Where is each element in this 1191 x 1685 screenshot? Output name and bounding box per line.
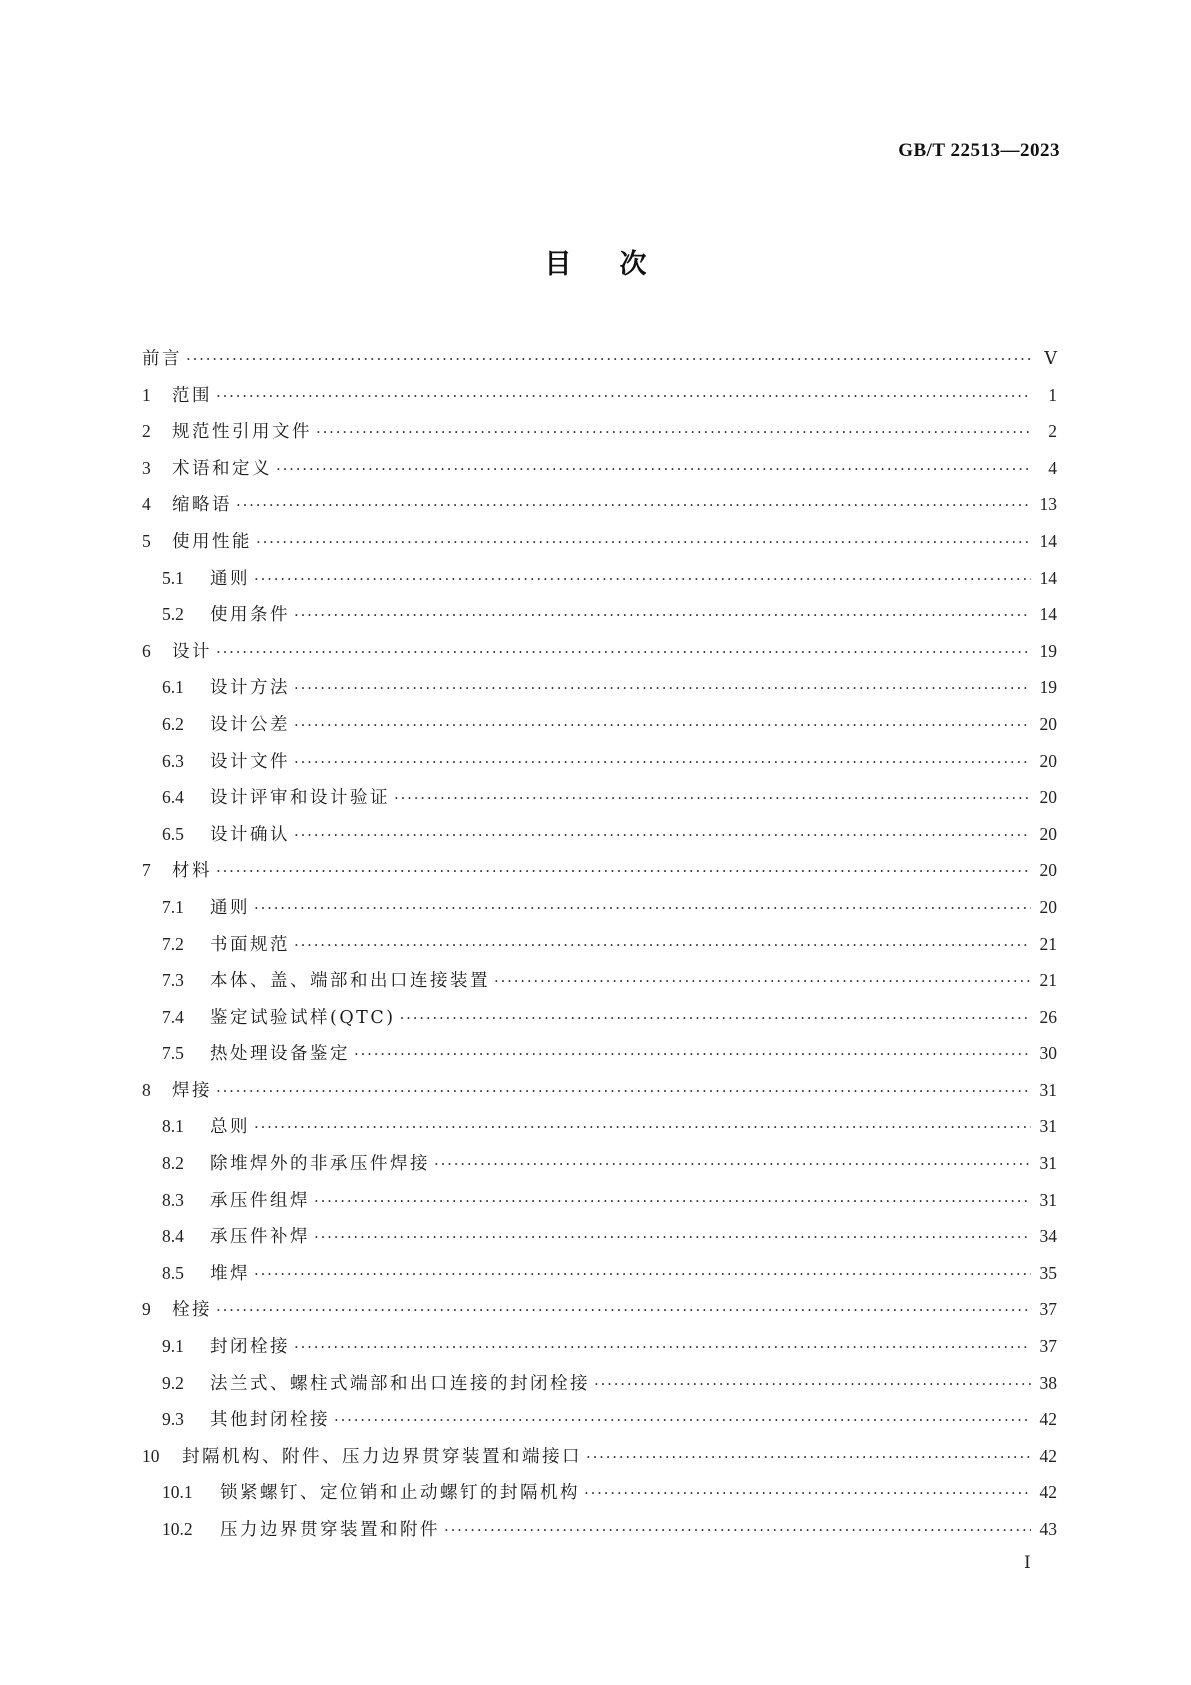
toc-entry[interactable] — [142, 523, 1057, 560]
toc-dot-leader — [314, 1183, 1031, 1220]
toc-entry-label: 锁紧螺钉、定位销和止动螺钉的封隔机构 — [220, 1483, 580, 1504]
toc-entry-number: 6.4 — [162, 787, 184, 808]
toc-dot-leader — [294, 597, 1031, 634]
toc-entry-page: 20 — [1039, 713, 1057, 734]
toc-entry-number: 6.2 — [162, 713, 184, 734]
toc-dot-leader — [216, 853, 1031, 890]
toc-entry-page: 43 — [1039, 1519, 1057, 1539]
toc-entry[interactable] — [142, 1035, 1057, 1072]
table-of-contents — [142, 340, 1057, 1548]
toc-entry[interactable] — [142, 1365, 1057, 1402]
toc-entry-number: 7.2 — [162, 933, 184, 954]
toc-dot-leader — [494, 963, 1031, 1000]
toc-dot-leader — [236, 487, 1031, 524]
toc-entry-page: 20 — [1039, 787, 1057, 808]
document-code: GB/T 22513—2023 — [898, 140, 1060, 161]
toc-entry-page: 20 — [1039, 823, 1057, 844]
toc-entry[interactable] — [142, 962, 1057, 999]
toc-entry-page: Ⅴ — [1044, 348, 1057, 368]
toc-entry[interactable] — [142, 1401, 1057, 1438]
toc-entry-page: 31 — [1039, 1116, 1057, 1137]
toc-entry-page: 1 — [1048, 384, 1057, 405]
toc-entry-label: 书面规范 — [210, 934, 290, 955]
toc-entry-label: 设计确认 — [210, 824, 290, 845]
toc-dot-leader — [294, 817, 1031, 854]
toc-dot-leader — [586, 1439, 1031, 1476]
toc-entry-label: 热处理设备鉴定 — [210, 1044, 350, 1065]
toc-entry-page: 21 — [1039, 933, 1057, 954]
toc-entry-number: 4 — [142, 494, 151, 515]
toc-entry-page: 20 — [1039, 896, 1057, 917]
toc-entry-label: 前言 — [142, 349, 182, 369]
toc-entry-label: 栓接 — [172, 1300, 212, 1321]
toc-entry-number: 8.5 — [162, 1262, 184, 1283]
toc-entry-page: 31 — [1039, 1079, 1057, 1100]
toc-entry-page: 2 — [1048, 421, 1057, 442]
toc-entry-page: 37 — [1039, 1336, 1057, 1357]
toc-entry[interactable] — [142, 1255, 1057, 1292]
toc-dot-leader — [314, 1219, 1031, 1256]
toc-dot-leader — [294, 670, 1031, 707]
toc-entry[interactable] — [142, 1438, 1057, 1475]
toc-entry-label: 设计 — [172, 641, 212, 662]
toc-entry-page: 26 — [1039, 1006, 1057, 1027]
toc-entry-label: 通则 — [210, 568, 250, 589]
toc-entry-label: 设计方法 — [210, 678, 290, 699]
toc-entry-page: 14 — [1039, 530, 1057, 551]
toc-entry-number: 3 — [142, 457, 151, 478]
toc-entry[interactable] — [142, 743, 1057, 780]
toc-entry-label: 鉴定试验试样(QTC) — [210, 1007, 396, 1028]
toc-entry-label: 承压件组焊 — [210, 1190, 310, 1211]
toc-entry-label: 缩略语 — [172, 495, 232, 516]
toc-dot-leader — [254, 1256, 1031, 1293]
toc-dot-leader — [216, 1073, 1031, 1110]
toc-dot-leader — [276, 451, 1031, 488]
toc-entry-page: 21 — [1039, 970, 1057, 991]
toc-dot-leader — [594, 1366, 1031, 1403]
toc-entry[interactable] — [142, 450, 1057, 487]
toc-entry-number: 7.5 — [162, 1043, 184, 1064]
toc-entry-number: 6.5 — [162, 823, 184, 844]
toc-entry-label: 封闭栓接 — [210, 1337, 290, 1358]
toc-dot-leader — [584, 1475, 1031, 1512]
page-number: Ⅰ — [1024, 1553, 1031, 1572]
toc-entry-label: 压力边界贯穿装置和附件 — [220, 1520, 440, 1540]
toc-entry-label: 其他封闭栓接 — [210, 1410, 330, 1431]
toc-dot-leader — [434, 1146, 1031, 1183]
page-title: 目次 — [544, 249, 695, 280]
toc-entry-number: 10 — [142, 1445, 160, 1466]
toc-entry-label: 承压件补焊 — [210, 1227, 310, 1248]
toc-entry[interactable] — [142, 816, 1057, 853]
toc-entry[interactable] — [142, 1108, 1057, 1145]
toc-entry-page: 30 — [1039, 1043, 1057, 1064]
toc-entry-page: 19 — [1039, 677, 1057, 698]
toc-entry[interactable] — [142, 1511, 1057, 1548]
toc-entry-number: 10.1 — [162, 1482, 193, 1503]
toc-entry-page: 19 — [1039, 640, 1057, 661]
toc-entry-page: 37 — [1039, 1299, 1057, 1320]
toc-entry-number: 8.4 — [162, 1226, 184, 1247]
toc-dot-leader — [216, 634, 1031, 671]
toc-entry[interactable] — [142, 340, 1057, 377]
toc-entry-number: 9 — [142, 1299, 151, 1320]
toc-entry-page: 4 — [1048, 457, 1057, 478]
toc-entry-label: 总则 — [210, 1117, 250, 1138]
toc-dot-leader — [186, 341, 1031, 378]
toc-entry-number: 8.2 — [162, 1153, 184, 1174]
toc-dot-leader — [254, 561, 1031, 598]
toc-entry-page: 14 — [1039, 604, 1057, 625]
toc-entry[interactable] — [142, 779, 1057, 816]
toc-dot-leader — [400, 1000, 1031, 1037]
toc-entry-number: 2 — [142, 421, 151, 442]
toc-entry-number: 5.1 — [162, 567, 184, 588]
toc-entry-page: 38 — [1039, 1372, 1057, 1393]
toc-entry-number: 6 — [142, 640, 151, 661]
toc-dot-leader — [294, 1329, 1031, 1366]
toc-entry-page: 20 — [1039, 750, 1057, 771]
toc-entry[interactable] — [142, 1291, 1057, 1328]
toc-entry-number: 9.1 — [162, 1336, 184, 1357]
toc-entry[interactable] — [142, 596, 1057, 633]
toc-entry-label: 设计文件 — [210, 751, 290, 772]
toc-entry-page: 34 — [1039, 1226, 1057, 1247]
toc-entry[interactable] — [142, 669, 1057, 706]
toc-entry-number: 7.1 — [162, 896, 184, 917]
toc-entry-page: 35 — [1039, 1262, 1057, 1283]
toc-dot-leader — [354, 1036, 1031, 1073]
toc-entry-number: 8.3 — [162, 1189, 184, 1210]
toc-entry-number: 9.2 — [162, 1372, 184, 1393]
toc-entry-page: 42 — [1039, 1445, 1057, 1466]
toc-entry-number: 6.3 — [162, 750, 184, 771]
toc-entry-number: 10.2 — [162, 1519, 193, 1539]
toc-entry-label: 规范性引用文件 — [172, 422, 312, 443]
toc-entry-page: 13 — [1039, 494, 1057, 515]
toc-entry-number: 7.4 — [162, 1006, 184, 1027]
toc-dot-leader — [256, 524, 1031, 561]
toc-entry[interactable] — [142, 1072, 1057, 1109]
toc-entry-label: 设计公差 — [210, 714, 290, 735]
toc-entry-number: 7 — [142, 860, 151, 881]
toc-entry-label: 材料 — [172, 861, 212, 882]
toc-entry-page: 31 — [1039, 1153, 1057, 1174]
toc-entry[interactable] — [142, 633, 1057, 670]
toc-entry-page: 42 — [1039, 1409, 1057, 1430]
toc-entry-number: 5 — [142, 530, 151, 551]
toc-entry-label: 堆焊 — [210, 1263, 250, 1284]
toc-entry-label: 术语和定义 — [172, 458, 272, 479]
toc-entry-page: 14 — [1039, 567, 1057, 588]
toc-entry[interactable] — [142, 999, 1057, 1036]
toc-entry-number: 8.1 — [162, 1116, 184, 1137]
toc-dot-leader — [394, 780, 1031, 817]
toc-entry-number: 5.2 — [162, 604, 184, 625]
toc-entry[interactable] — [142, 706, 1057, 743]
toc-entry-label: 使用条件 — [210, 605, 290, 626]
toc-entry-page: 20 — [1039, 860, 1057, 881]
toc-dot-leader — [294, 744, 1031, 781]
toc-entry[interactable] — [142, 1145, 1057, 1182]
toc-entry-label: 封隔机构、附件、压力边界贯穿装置和端接口 — [182, 1446, 582, 1467]
toc-dot-leader — [294, 927, 1031, 964]
toc-dot-leader — [254, 890, 1031, 927]
toc-dot-leader — [294, 707, 1031, 744]
toc-entry-label: 除堆焊外的非承压件焊接 — [210, 1154, 430, 1175]
toc-entry[interactable] — [142, 1218, 1057, 1255]
toc-dot-leader — [316, 414, 1031, 451]
toc-entry-label: 焊接 — [172, 1080, 212, 1101]
toc-entry[interactable] — [142, 1328, 1057, 1365]
toc-dot-leader — [334, 1402, 1031, 1439]
toc-dot-leader — [216, 378, 1031, 415]
toc-entry[interactable] — [142, 486, 1057, 523]
toc-dot-leader — [254, 1109, 1031, 1146]
toc-entry[interactable] — [142, 413, 1057, 450]
toc-entry[interactable] — [142, 1474, 1057, 1511]
toc-entry-label: 范围 — [172, 385, 212, 406]
toc-entry-number: 9.3 — [162, 1409, 184, 1430]
toc-entry[interactable] — [142, 1182, 1057, 1219]
toc-entry-label: 使用性能 — [172, 531, 252, 552]
toc-entry-page: 31 — [1039, 1189, 1057, 1210]
toc-entry[interactable] — [142, 852, 1057, 889]
toc-entry-number: 1 — [142, 384, 151, 405]
toc-entry[interactable] — [142, 926, 1057, 963]
toc-entry-label: 法兰式、螺柱式端部和出口连接的封闭栓接 — [210, 1373, 590, 1394]
toc-entry-number: 7.3 — [162, 970, 184, 991]
toc-entry-number: 6.1 — [162, 677, 184, 698]
toc-entry-label: 设计评审和设计验证 — [210, 788, 390, 809]
toc-dot-leader — [444, 1512, 1031, 1549]
toc-entry[interactable] — [142, 560, 1057, 597]
toc-entry-page: 42 — [1039, 1482, 1057, 1503]
toc-entry[interactable] — [142, 377, 1057, 414]
toc-dot-leader — [216, 1292, 1031, 1329]
toc-entry-label: 本体、盖、端部和出口连接装置 — [210, 971, 490, 992]
toc-entry-number: 8 — [142, 1079, 151, 1100]
toc-entry-label: 通则 — [210, 897, 250, 918]
toc-entry[interactable] — [142, 889, 1057, 926]
